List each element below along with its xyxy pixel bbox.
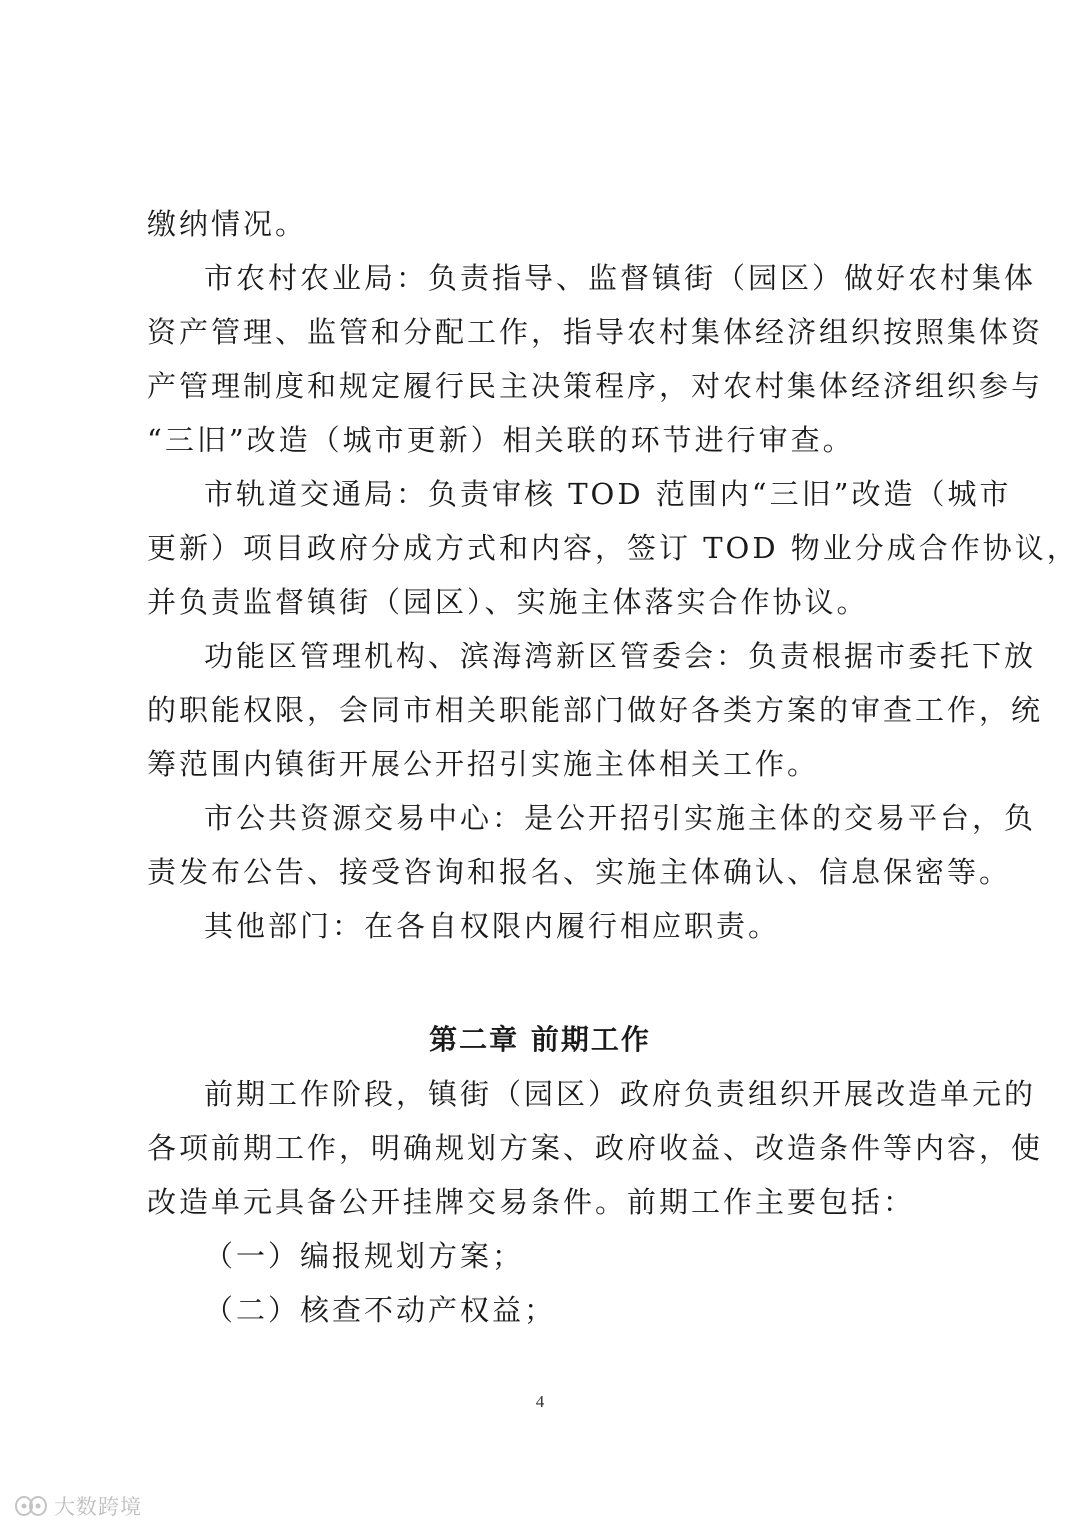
paragraph-line: 功能区管理机构、滨海湾新区管委会：负责根据市委托下放 <box>204 639 1037 673</box>
paragraph-line: 其他部门：在各自权限内履行相应职责。 <box>204 909 781 943</box>
paragraph-line: 市公共资源交易中心：是公开招引实施主体的交易平台，负 <box>204 801 1037 835</box>
chapter-heading: 第二章 前期工作 <box>429 1023 651 1056</box>
list-item: （一）编报规划方案； <box>204 1239 525 1273</box>
paragraph-line: 前期工作阶段，镇街（园区）政府负责组织开展改造单元的 <box>204 1077 1037 1111</box>
paragraph-line: 改造单元具备公开挂牌交易条件。前期工作主要包括： <box>147 1185 916 1219</box>
paragraph-line: 资产管理、监管和分配工作，指导农村集体经济组织按照集体资 <box>147 315 1044 349</box>
watermark-logo-icon <box>14 1494 48 1518</box>
watermark <box>14 1491 142 1521</box>
paragraph-line: “三旧”改造（城市更新）相关联的环节进行审查。 <box>147 423 855 457</box>
paragraph-line: 产管理制度和规定履行民主决策程序，对农村集体经济组织参与 <box>147 369 1044 403</box>
page-number: 4 <box>535 1392 545 1411</box>
list-item: （二）核查不动产权益； <box>204 1293 557 1327</box>
paragraph-line: 市轨道交通局：负责审核 TOD 范围内“三旧”改造（城市 <box>204 477 1012 511</box>
paragraph-line: 责发布公告、接受咨询和报名、实施主体确认、信息保密等。 <box>147 855 1012 889</box>
paragraph-line: 各项前期工作，明确规划方案、政府收益、改造条件等内容，使 <box>147 1131 1044 1165</box>
paragraph-line: 并负责监督镇街（园区）、实施主体落实合作协议。 <box>147 585 869 619</box>
paragraph-line: 市农村农业局：负责指导、监督镇街（园区）做好农村集体 <box>204 261 1037 295</box>
paragraph-line: 更新）项目政府分成方式和内容，签订 TOD 物业分成合作协议， <box>147 531 1079 565</box>
paragraph-line: 筹范围内镇街开展公开招引实施主体相关工作。 <box>147 747 820 781</box>
watermark-text: 大数跨境 <box>54 1495 142 1519</box>
paragraph-line: 缴纳情况。 <box>147 207 308 241</box>
paragraph-line: 的职能权限，会同市相关职能部门做好各类方案的审查工作，统 <box>147 693 1044 727</box>
